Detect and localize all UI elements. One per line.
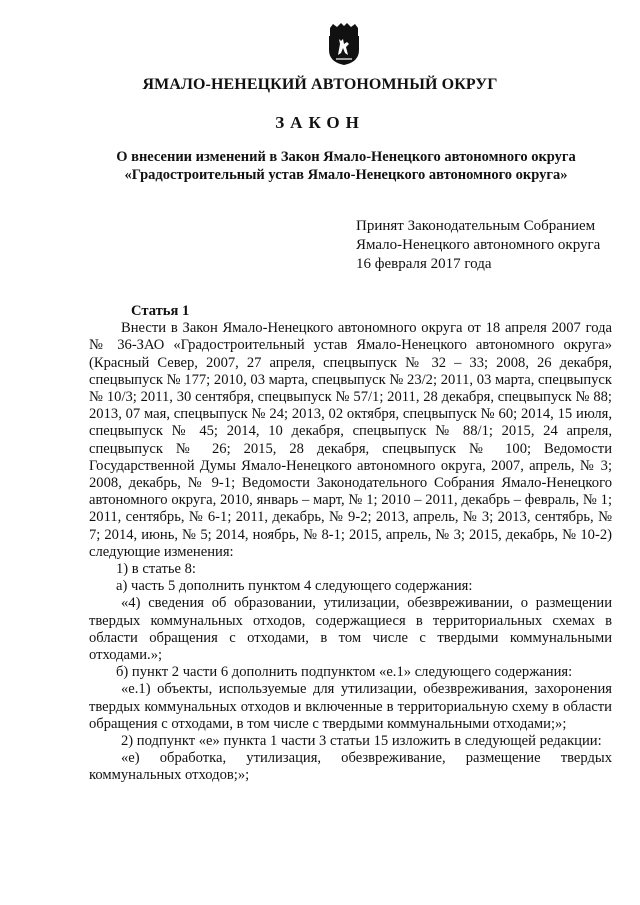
item-1-b-text: «е.1) объекты, используемые для утилизации, обезвреживания, захоронения твердых коммунальных отходов и включенные в территориальную схему в области обращения с отходами, в том числе с твердыми коммунальными отходами;»; [89, 681, 612, 732]
item-1-a-text: «4) сведения об образовании, утилизации, обезвреживании, о размещении твердых коммунальных отходов, содержащиеся в территориальных схемах в области обращения с отходами, в том числе с твердыми коммунальными отходами.»; [89, 595, 612, 664]
item-1: 1) в статье 8: [116, 561, 196, 578]
article-heading: Статья 1 [131, 303, 190, 319]
article-intro: Внести в Закон Ямало-Ненецкого автономного округа от 18 апреля 2007 года № 36-ЗАО «Градостроительный устав Ямало-Ненецкого автономного округа» (Красный Север, 2007, 27 апреля, спецвыпуск № 32 – 33; 2008, 26 декабря, спецвыпуск № 177; 2010, 03 марта, спецвыпуск № 23/2; 2011, 03 марта, спецвыпуск № 10/3; 2011, 30 сентября, спецвыпуск № 57/1; 2011, 28 декабря, спецвыпуск № 88; 2013, 07 мая, спецвыпуск № 24; 2013, 02 октября, спецвыпуск № 60; 2014, 15 июля, спецвыпуск № 45; 2014, 10 декабря, спецвыпуск № 88/1; 2015, 24 апреля, спецвыпуск № 26; 2015, 28 декабря, спецвыпуск № 100; Ведомости Государственной Думы Ямало-Ненецкого автономного округа, 2007, апрель, № 3; 2008, декабрь, № 9-1; Ведомости Законодательного Собрания Ямало-Ненецкого автономного округа, 2010, январь – март, № 1; 2010 – 2011, декабрь – февраль, № 1; 2011, сентябрь, № 6-1; 2011, декабрь, № 9-2; 2013, апрель, № 3; 2013, сентябрь, № 7; 2014, июнь, № 5; 2014, ноябрь, № 8-1; 2015, апрель, № 3; 2015, декабрь, № 10-2) следующие изменения: [89, 320, 612, 560]
adoption-line-2: Ямало-Ненецкого автономного округа [356, 237, 601, 253]
adoption-note [356, 217, 626, 274]
adoption-date: 16 февраля 2017 года [356, 256, 492, 272]
item-1-a: а) часть 5 дополнить пунктом 4 следующего содержания: [116, 578, 473, 595]
item-1-b: б) пункт 2 части 6 дополнить подпунктом «е.1» следующего содержания: [116, 664, 573, 681]
law-title-line-1: О внесении изменений в Закон Ямало-Ненецкого автономного округа [116, 149, 576, 165]
yamal-nenets-coat-of-arms-icon [327, 22, 361, 66]
law-title [96, 148, 596, 184]
item-2: 2) подпункт «е» пункта 1 части 3 статьи 15 изложить в следующей редакции: [121, 733, 602, 750]
item-2-text: «е) обработка, утилизация, обезвреживание, размещение твердых коммунальных отходов;»; [89, 750, 612, 784]
document-type: ЗАКОН [275, 113, 365, 132]
law-title-line-2: «Градостроительный устав Ямало-Ненецкого автономного округа» [124, 167, 568, 183]
region-name: ЯМАЛО-НЕНЕЦКИЙ АВТОНОМНЫЙ ОКРУГ [142, 76, 498, 93]
adoption-line-1: Принят Законодательным Собранием [356, 218, 596, 234]
article-body [89, 303, 612, 785]
